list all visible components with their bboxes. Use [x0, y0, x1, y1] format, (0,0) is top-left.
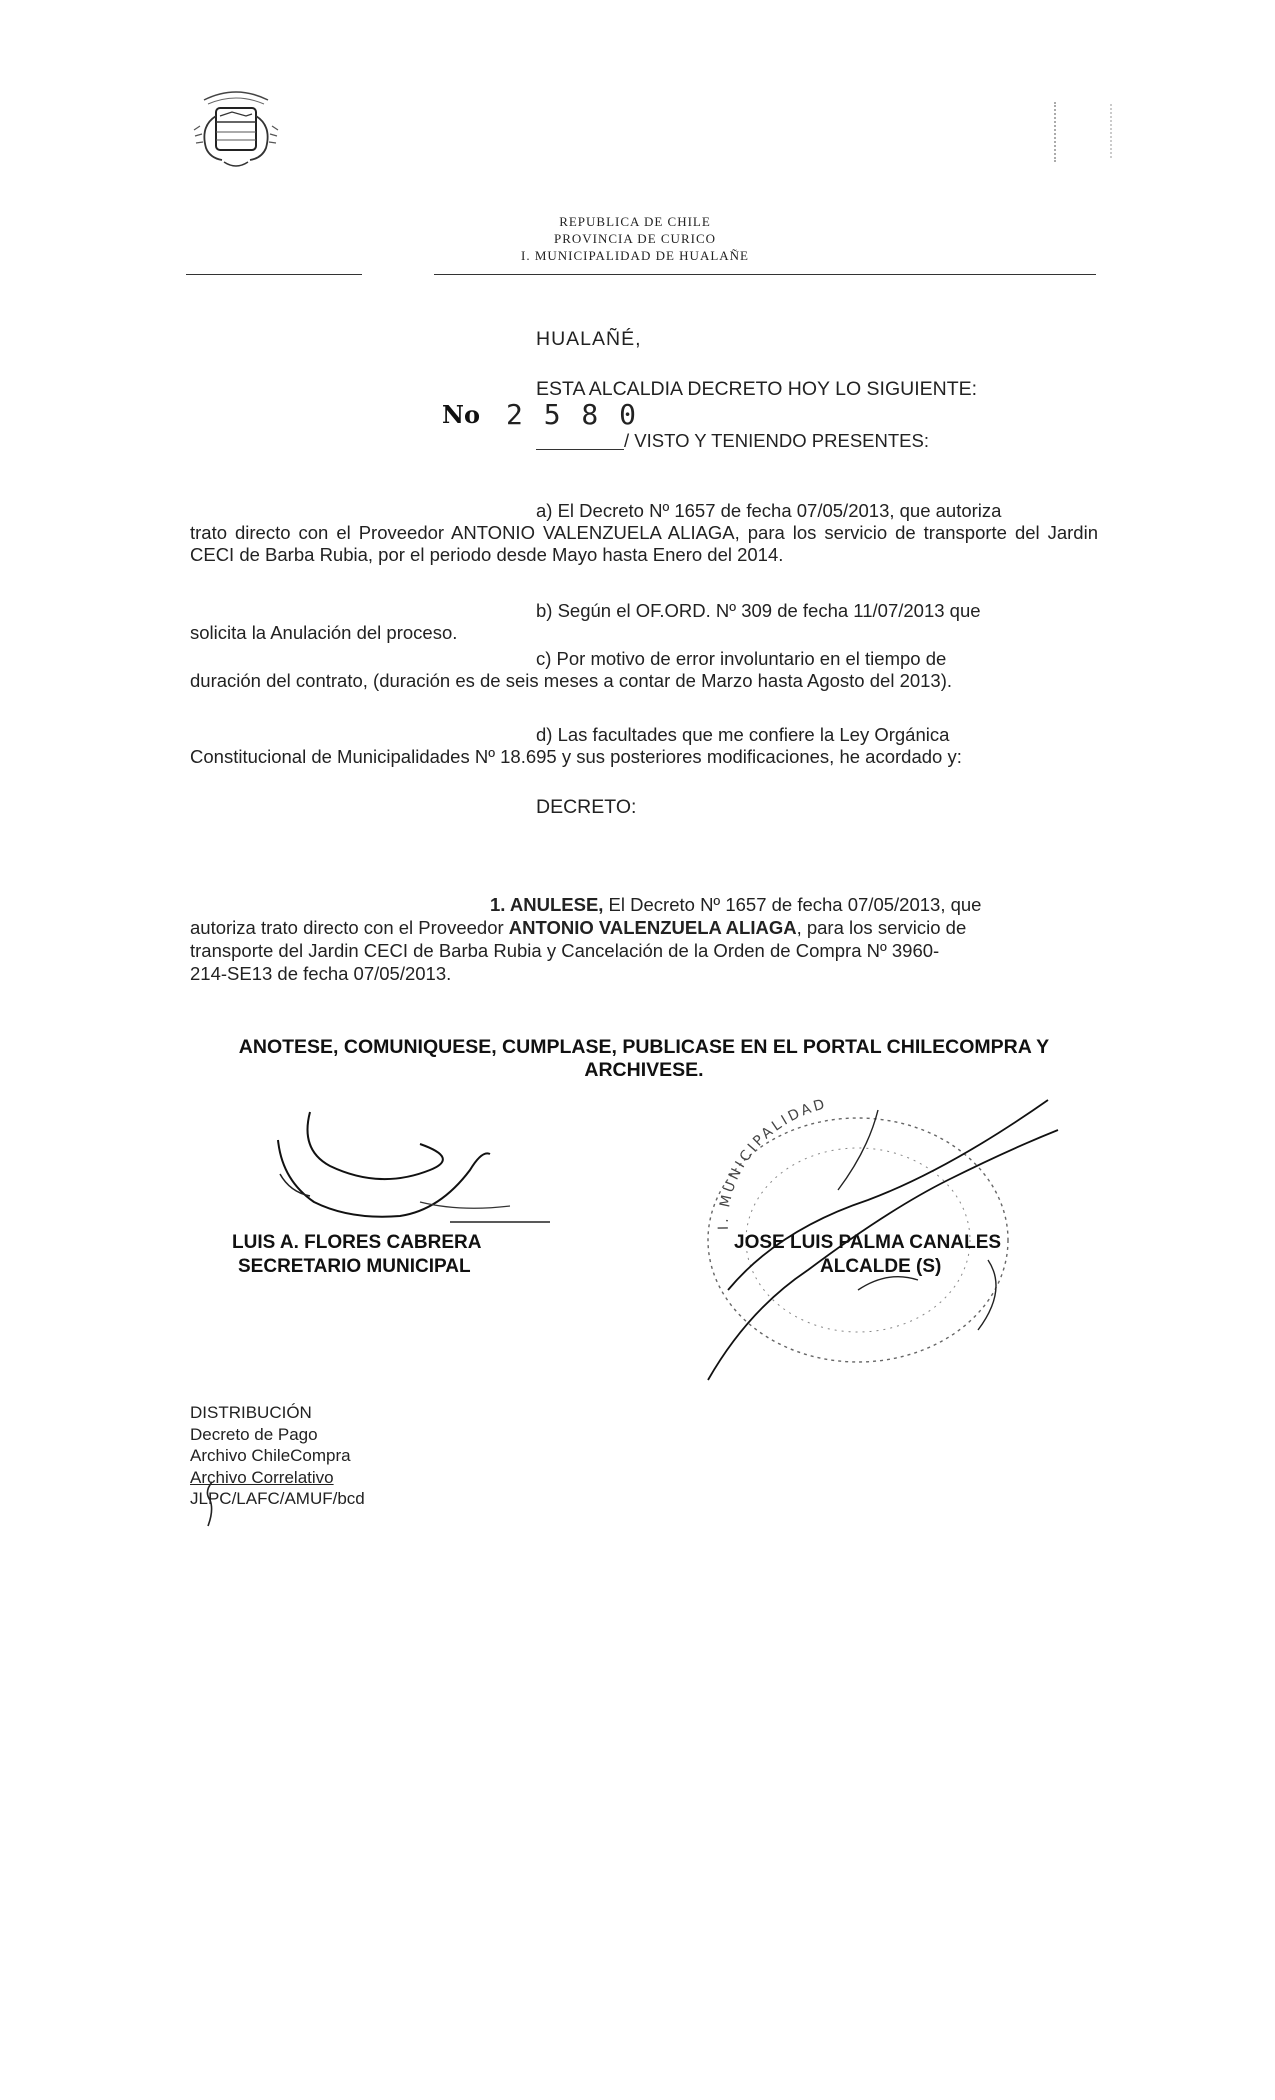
closing-line-1: ANOTESE, COMUNIQUESE, CUMPLASE, PUBLICASE EN EL PORTAL CHILECOMPRA Y	[238, 1036, 1050, 1058]
left-signatory-name: LUIS A. FLORES CABRERA	[232, 1232, 482, 1253]
article-1-lead: 1. ANULESE,	[490, 894, 604, 915]
signature-left-icon	[270, 1110, 560, 1230]
left-signatory-title: SECRETARIO MUNICIPAL	[238, 1256, 471, 1277]
paragraph-b-text: solicita la Anulación del proceso.	[190, 622, 458, 643]
coat-of-arms-icon	[186, 86, 286, 172]
paragraph-b-first-line: b) Según el OF.ORD. Nº 309 de fecha 11/07/2013 que	[536, 600, 981, 621]
header-rule-right	[434, 274, 1096, 275]
article-1-line-3: transporte del Jardin CECI de Barba Rubia y Cancelación de la Orden de Compra Nº 3960-	[190, 940, 940, 961]
paragraph-c-text: duración del contrato, (duración es de seis meses a contar de Marzo hasta Agosto del 2013).	[190, 670, 953, 691]
article-1-line-4: 214-SE13 de fecha 07/05/2013.	[190, 963, 452, 984]
article-1-line-2-post: , para los servicio de	[796, 917, 967, 938]
paragraph-a-first-line: a) El Decreto Nº 1657 de fecha 07/05/2013, que autoriza	[536, 500, 1002, 521]
header-country: REPUBLICA DE CHILE	[559, 214, 711, 229]
right-signatory-name: JOSE LUIS PALMA CANALES	[734, 1232, 1002, 1253]
article-1-first-line	[490, 894, 1098, 916]
decree-number: 2 5 8 0	[506, 398, 639, 431]
header-rule-left	[186, 274, 362, 275]
paragraph-c-first-line: c) Por motivo de error involuntario en el tiempo de	[536, 648, 947, 669]
svg-text:I. MUNICIPALIDAD	[716, 1096, 829, 1230]
header-municipality: I. MUNICIPALIDAD DE HUALAÑE	[520, 248, 749, 263]
article-1-line-2-pre: autoriza trato directo con el Proveedor	[190, 917, 509, 938]
decree-intro: ESTA ALCALDIA DECRETO HOY LO SIGUIENTE:	[536, 378, 978, 400]
decree-number-prefix: No	[442, 400, 480, 429]
place-name: HUALAÑÉ,	[536, 328, 642, 350]
distribution-heading: DISTRIBUCIÓN	[190, 1403, 312, 1422]
decreto-heading: DECRETO:	[536, 796, 637, 818]
initials-scribble-icon	[196, 1480, 226, 1528]
article-1-first-tail: El Decreto Nº 1657 de fecha 07/05/2013, que	[603, 894, 982, 915]
paragraph-a-text: trato directo con el Proveedor ANTONIO VALENZUELA ALIAGA, para los servicio de transporte del Jardin CECI de Barba Rubia, por el periodo desde Mayo hasta Enero del 2014.	[190, 522, 1098, 565]
blank-underline	[536, 449, 624, 450]
paragraph-d-text: Constitucional de Municipalidades Nº 18.695 y sus posteriores modificaciones, he acordado y:	[190, 746, 962, 767]
closing-line-2: ARCHIVESE.	[584, 1059, 704, 1081]
scan-mark	[1054, 102, 1066, 162]
paragraph-d-first-line: d) Las facultades que me confiere la Ley Orgánica	[536, 724, 950, 745]
right-signatory-title: ALCALDE (S)	[820, 1256, 942, 1277]
distribution-item: Archivo ChileCompra	[190, 1446, 351, 1465]
seal-text: I. MUNICIPALIDAD	[715, 1095, 830, 1231]
distribution-item: Archivo Correlativo	[190, 1467, 334, 1487]
article-1-line-2	[190, 917, 1098, 939]
header-province: PROVINCIA DE CURICO	[553, 231, 716, 246]
visto-heading: / VISTO Y TENIENDO PRESENTES:	[624, 430, 929, 451]
distribution-item: JLPC/LAFC/AMUF/bcd	[190, 1489, 365, 1508]
distribution-item: Decreto de Pago	[190, 1424, 318, 1444]
provider-name: ANTONIO VALENZUELA ALIAGA	[508, 917, 797, 938]
scan-mark	[1110, 104, 1120, 158]
